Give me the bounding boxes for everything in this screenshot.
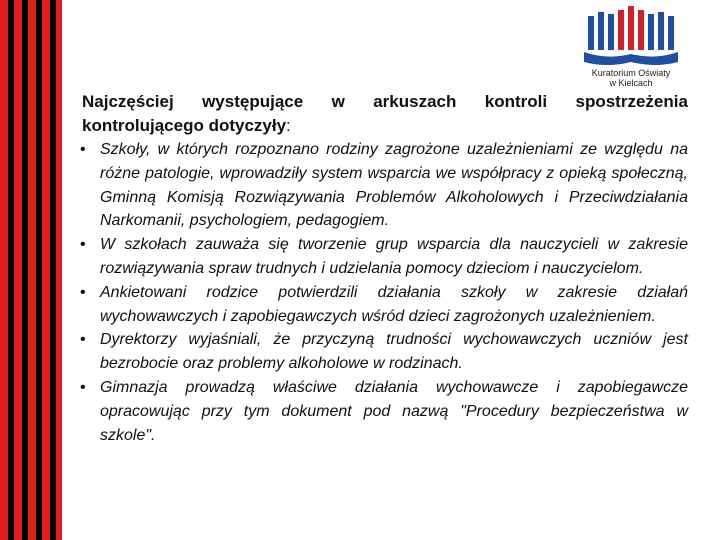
list-item-text: Ankietowani rodzice potwierdzili działania szkoły w zakresie działań wychowawczych i zapobiegawczych wśród dzieci zagrożonych uzależnieniem. <box>100 283 688 325</box>
heading-word: występujące <box>202 92 304 111</box>
logo-caption <box>570 68 692 88</box>
page-heading <box>82 90 688 138</box>
heading-word: Najczęściej <box>82 92 174 111</box>
heading-word: kontroli <box>484 92 548 111</box>
list-item <box>74 376 688 447</box>
heading-line-1 <box>82 90 688 114</box>
bullet-icon: • <box>80 378 86 396</box>
list-item <box>74 281 688 329</box>
bullet-icon: • <box>80 141 86 158</box>
list-item-text: Dyrektorzy wyjaśniali, że przyczyną trudności wychowawczych uczniów jest bezrobocie oraz problemy alkoholowe w rodzinach. <box>100 331 688 373</box>
findings-list <box>74 138 688 447</box>
bullet-icon: • <box>80 283 86 301</box>
list-item-text: W szkołach zauważa się tworzenie grup wsparcia dla nauczycieli w zakresie rozwiązywania spraw trudnych i udzielania pomocy dzieciom i nauczycielom. <box>100 236 688 277</box>
bullet-icon: • <box>80 331 86 349</box>
list-item <box>74 328 688 376</box>
heading-word: arkuszach <box>373 92 457 111</box>
heading-word: w <box>331 92 345 111</box>
list-item <box>74 138 688 233</box>
logo-caption-line1: Kuratorium Oświaty <box>591 68 671 78</box>
heading-word: spostrzeżenia <box>575 92 688 111</box>
heading-line-2-text: kontrolującego dotyczyły <box>82 116 287 135</box>
list-item-text: Gimnazja prowadzą właściwe działania wychowawcze i zapobiegawcze opracowując przy tym dokument pod nazwą "Procedury bezpieczeństwa w szkole". <box>100 378 688 444</box>
heading-colon: : <box>286 116 291 135</box>
heading-line-2 <box>82 114 688 138</box>
list-item <box>74 233 688 281</box>
logo-caption-line2: w Kielcach <box>609 78 653 88</box>
bullet-icon: • <box>80 236 86 254</box>
decorative-stripes <box>0 0 62 540</box>
list-item-text: Szkoły, w których rozpoznano rodziny zagrożone uzależnieniami ze względu na różne patologie, wprowadziły system wsparcia we współpracy z opieką społeczną, Gminną Komisją Rozwiązywania Problemów Alkoholowych i Przeciwdziałania Narkomanii, psychologiem, pedagogiem. <box>100 141 688 230</box>
